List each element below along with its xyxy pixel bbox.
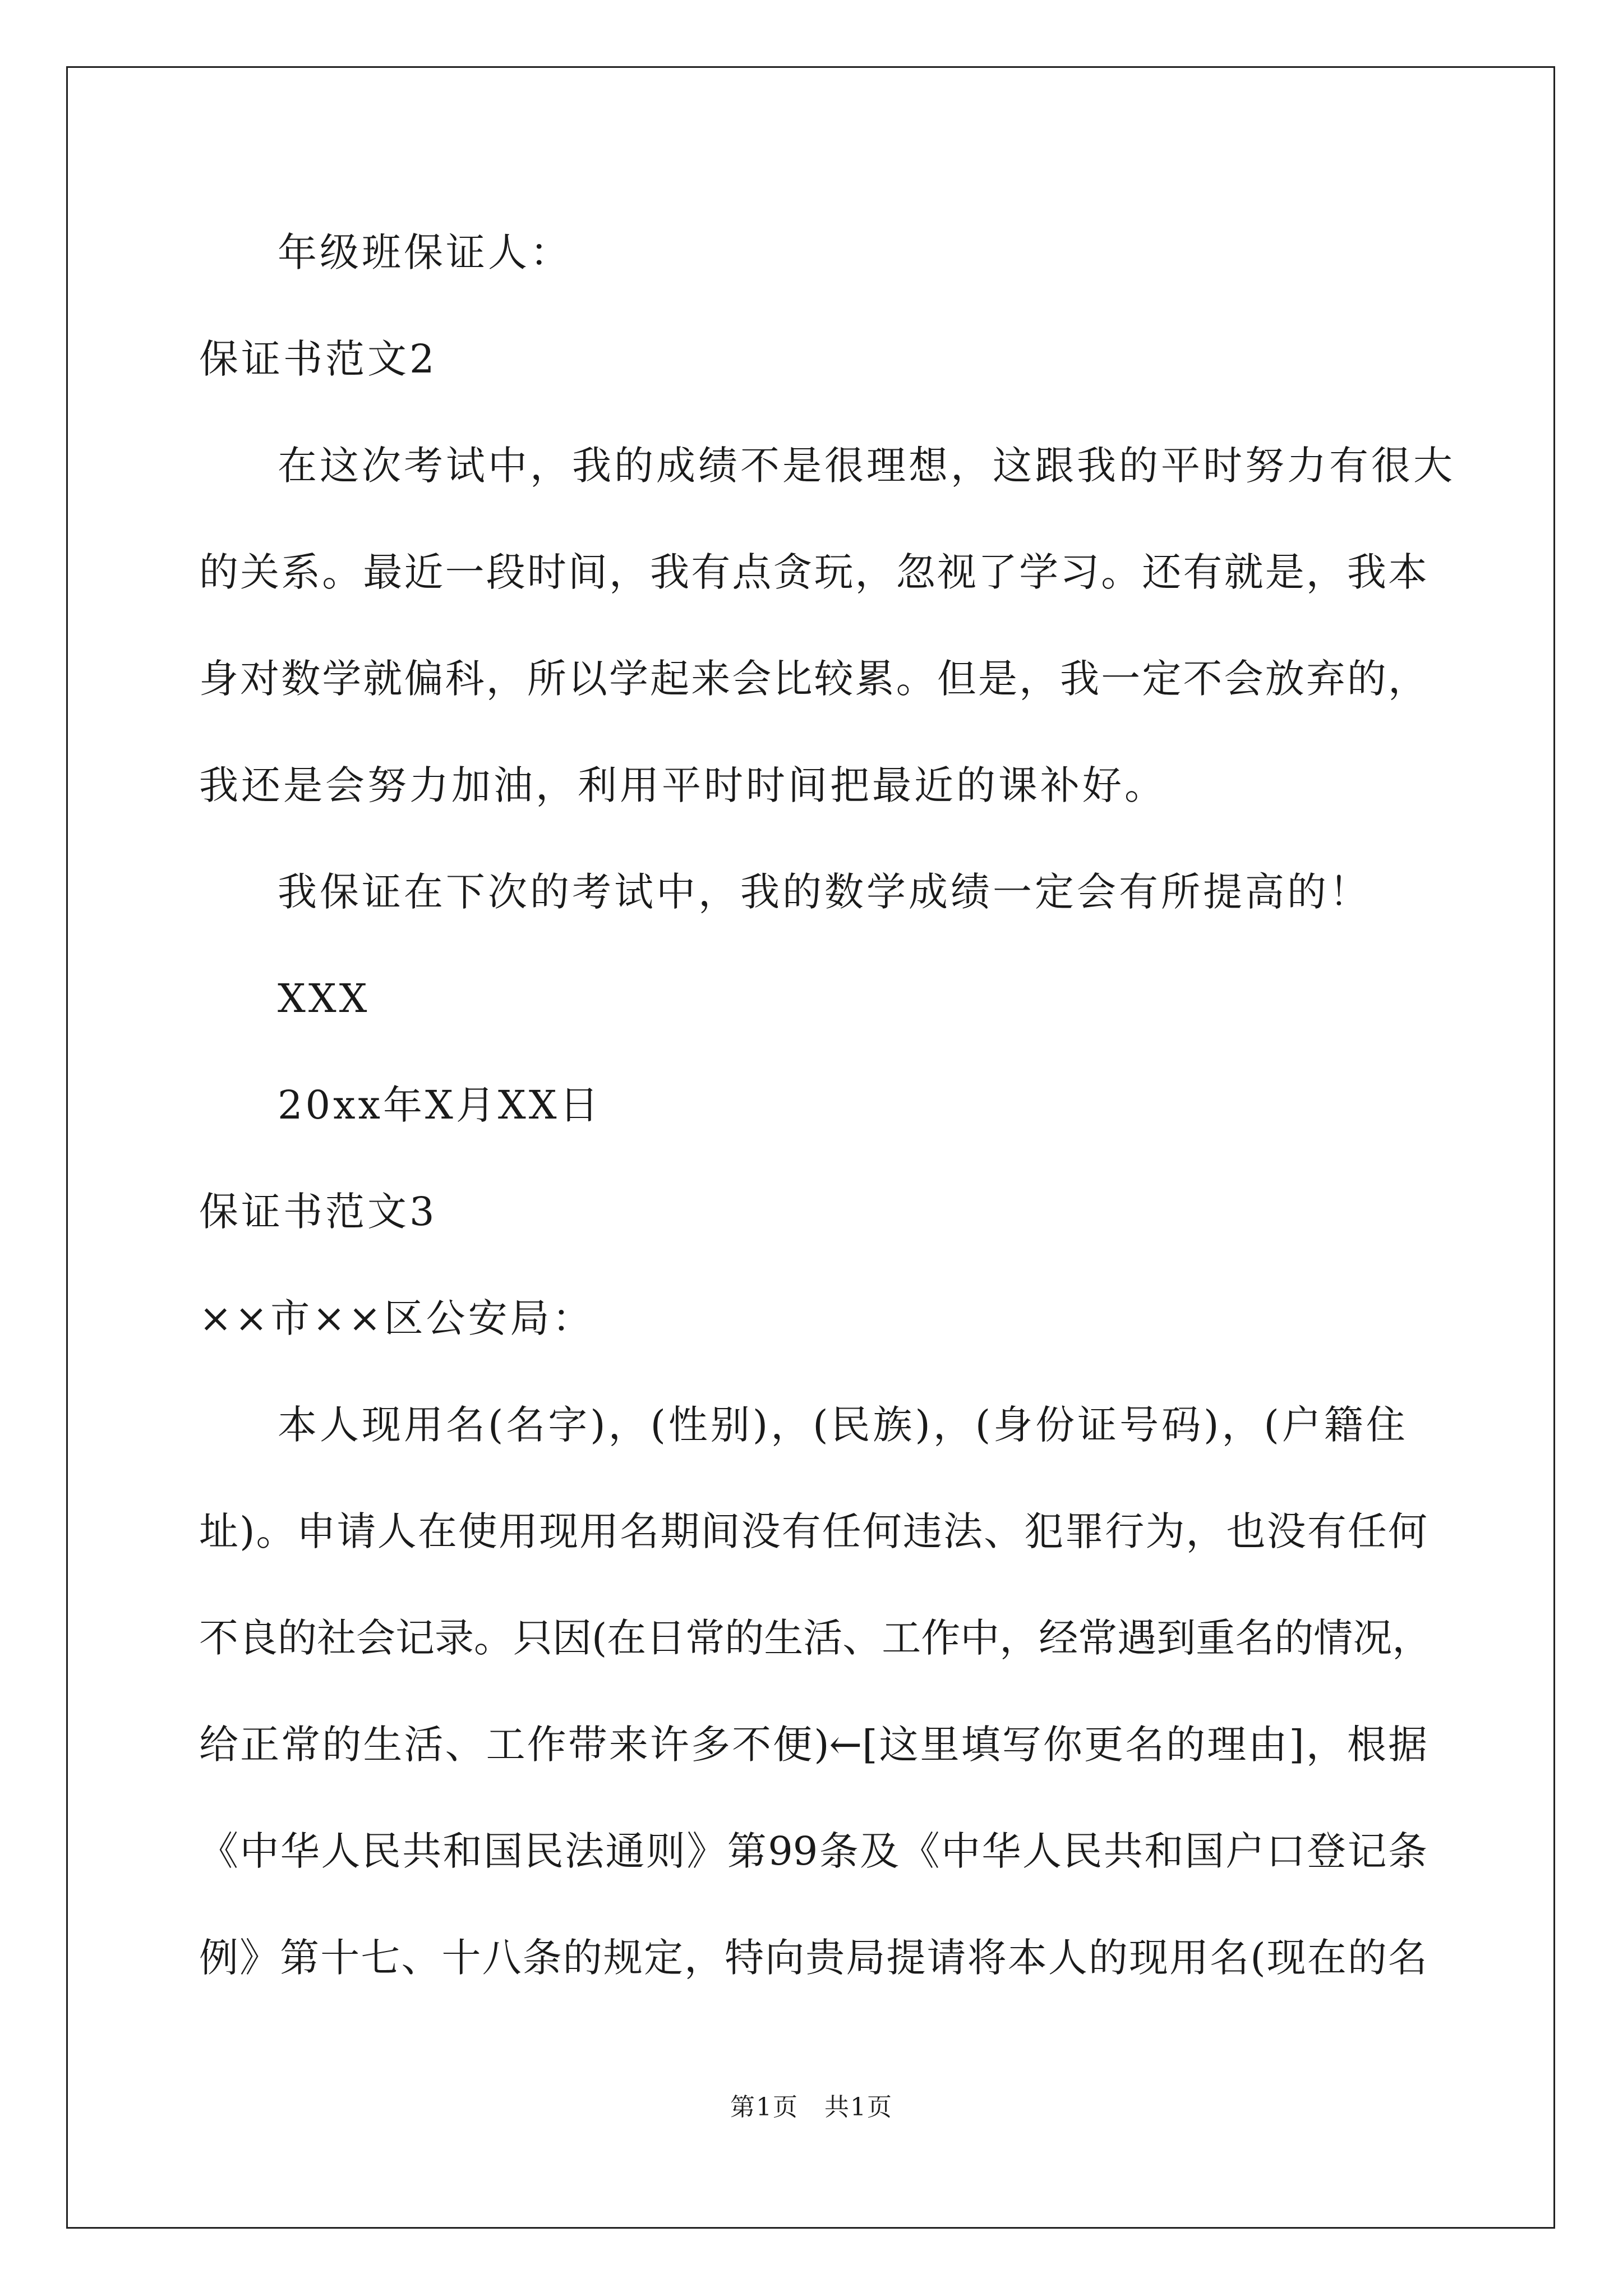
promise-line: 我保证在下次的考试中，我的数学成绩一定会有所提高的！ — [278, 869, 1371, 915]
paragraph-line: 给正常的生活、工作带来许多不便)←[这里填写你更名的理由]，根据 — [199, 1722, 1427, 1768]
page-number-footer: 第1页 共1页 — [730, 2093, 893, 2122]
paragraph-line: 本人现用名(名字)，(性别)，(民族)，(身份证号码)，(户籍住 — [278, 1402, 1408, 1448]
paragraph-line: 址)。申请人在使用现用名期间没有任何违法、犯罪行为，也没有任何 — [199, 1508, 1427, 1554]
paragraph-line: 在这次考试中，我的成绩不是很理想，这跟我的平时努力有很大 — [278, 443, 1455, 489]
guarantor-line: 年级班保证人： — [278, 229, 572, 275]
paragraph-line: 我还是会努力加油，利用平时时间把最近的课补好。 — [199, 762, 1166, 808]
paragraph-line: 的关系。最近一段时间，我有点贪玩，忽视了学习。还有就是，我本 — [199, 549, 1427, 595]
paragraph-line: 《中华人民共和国民法通则》第99条及《中华人民共和国户口登记条 — [199, 1828, 1427, 1874]
signature-name: XXX — [278, 976, 370, 1022]
section-heading-3: 保证书范文3 — [199, 1189, 437, 1235]
paragraph-line: 例》第十七、十八条的规定，特向贵局提请将本人的现用名(现在的名 — [199, 1935, 1427, 1981]
section-heading-2: 保证书范文2 — [199, 336, 437, 382]
addressee-line: ××市××区公安局： — [199, 1295, 594, 1341]
paragraph-line: 不良的社会记录。只因(在日常的生活、工作中，经常遇到重名的情况， — [199, 1615, 1432, 1661]
paragraph-line: 身对数学就偏科，所以学起来会比较累。但是，我一定不会放弃的， — [199, 656, 1427, 702]
signature-date: 20xx年X月XX日 — [278, 1082, 602, 1128]
page-border — [66, 66, 1555, 2229]
